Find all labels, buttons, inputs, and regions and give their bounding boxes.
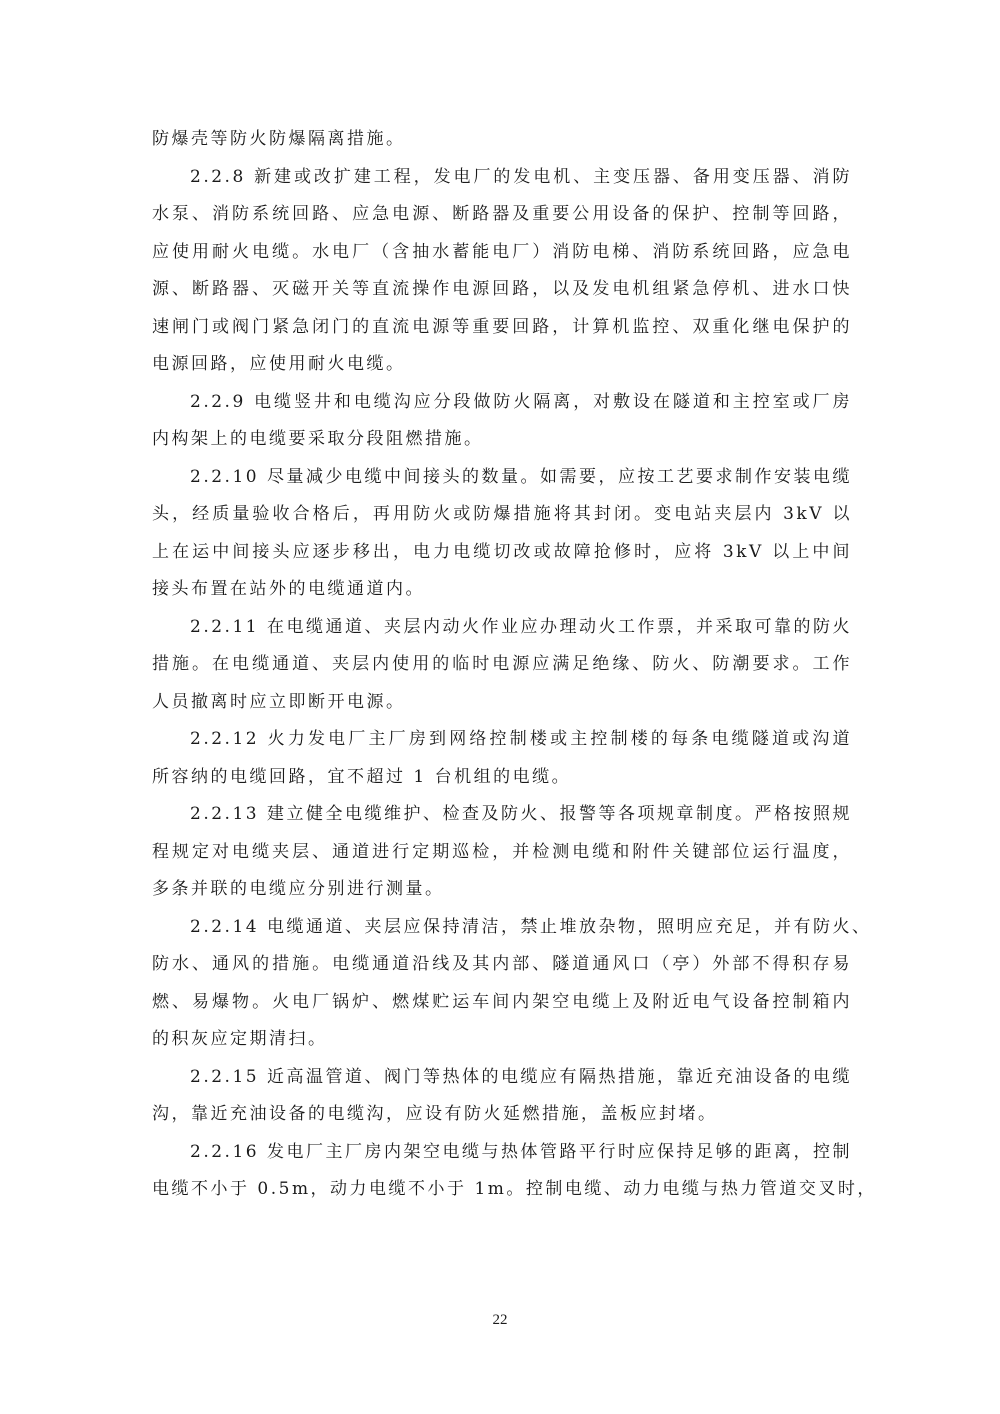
clause-2-2-10-heading-line: 2.2.10 尽量减少电缆中间接头的数量。如需要，应按工艺要求制作安装电缆 <box>190 466 852 487</box>
text-line: 措施。在电缆通道、夹层内使用的临时电源应满足绝缘、防火、防潮要求。工作 <box>152 654 852 674</box>
clause-2-2-9-heading-line: 2.2.9 电缆竖井和电缆沟应分段做防火隔离，对敷设在隧道和主控室或厂房 <box>190 391 852 412</box>
text-line: 水泵、消防系统回路、应急电源、断路器及重要公用设备的保护、控制等回路， <box>152 204 852 224</box>
text-line: 防爆壳等防火防爆隔离措施。 <box>152 129 406 149</box>
text-line: 上在运中间接头应逐步移出，电力电缆切改或故障抢修时，应将 3kV 以上中间 <box>152 541 852 562</box>
clause-2-2-16-heading-line: 2.2.16 发电厂主厂房内架空电缆与热体管路平行时应保持足够的距离，控制 <box>190 1141 852 1162</box>
text-line: 源、断路器、灭磁开关等直流操作电源回路，以及发电机组紧急停机、进水口快 <box>152 279 852 299</box>
text-line: 接头布置在站外的电缆通道内。 <box>152 579 425 599</box>
text-line: 应使用耐火电缆。水电厂（含抽水蓄能电厂）消防电梯、消防系统回路，应急电 <box>152 241 852 262</box>
text-line: 燃、易爆物。火电厂锅炉、燃煤贮运车间内架空电缆上及附近电气设备控制箱内 <box>152 991 852 1012</box>
text-line: 所容纳的电缆回路，宜不超过 1 台机组的电缆。 <box>152 766 572 787</box>
text-line: 多条并联的电缆应分别进行测量。 <box>152 879 445 899</box>
text-line: 内构架上的电缆要采取分段阻燃措施。 <box>152 429 484 449</box>
text-line: 防水、通风的措施。电缆通道沿线及其内部、隧道通风口（亭）外部不得积存易 <box>152 954 852 974</box>
clause-2-2-15-heading-line: 2.2.15 近高温管道、阀门等热体的电缆应有隔热措施，靠近充油设备的电缆 <box>190 1066 852 1087</box>
clause-2-2-12-heading-line: 2.2.12 火力发电厂主厂房到网络控制楼或主控制楼的每条电缆隧道或沟道 <box>190 729 852 749</box>
text-line: 的积灰应定期清扫。 <box>152 1029 328 1049</box>
text-line: 程规定对电缆夹层、通道进行定期巡检，并检测电缆和附件关键部位运行温度， <box>152 841 852 862</box>
clause-2-2-11-heading-line: 2.2.11 在电缆通道、夹层内动火作业应办理动火工作票，并采取可靠的防火 <box>190 616 852 637</box>
text-line: 电源回路，应使用耐火电缆。 <box>152 354 406 374</box>
text-line: 电缆不小于 0.5m，动力电缆不小于 1m。控制电缆、动力电缆与热力管道交叉时， <box>152 1179 877 1199</box>
text-line: 人员撤离时应立即断开电源。 <box>152 691 406 712</box>
body-text <box>152 121 877 1209</box>
text-line: 沟，靠近充油设备的电缆沟，应设有防火延燃措施，盖板应封堵。 <box>152 1104 718 1124</box>
clause-2-2-8-heading-line: 2.2.8 新建或改扩建工程，发电厂的发电机、主变压器、备用变压器、消防 <box>190 166 852 187</box>
page-number: 22 <box>492 1312 508 1328</box>
text-line: 速闸门或阀门紧急闭门的直流电源等重要回路，计算机监控、双重化继电保护的 <box>152 316 852 337</box>
clause-2-2-14-heading-line: 2.2.14 电缆通道、夹层应保持清洁，禁止堆放杂物，照明应充足，并有防火、 <box>190 916 872 937</box>
text-line: 头，经质量验收合格后，再用防火或防爆措施将其封闭。变电站夹层内 3kV 以 <box>152 504 852 524</box>
clause-2-2-13-heading-line: 2.2.13 建立健全电缆维护、检查及防火、报警等各项规章制度。严格按照规 <box>190 804 852 824</box>
